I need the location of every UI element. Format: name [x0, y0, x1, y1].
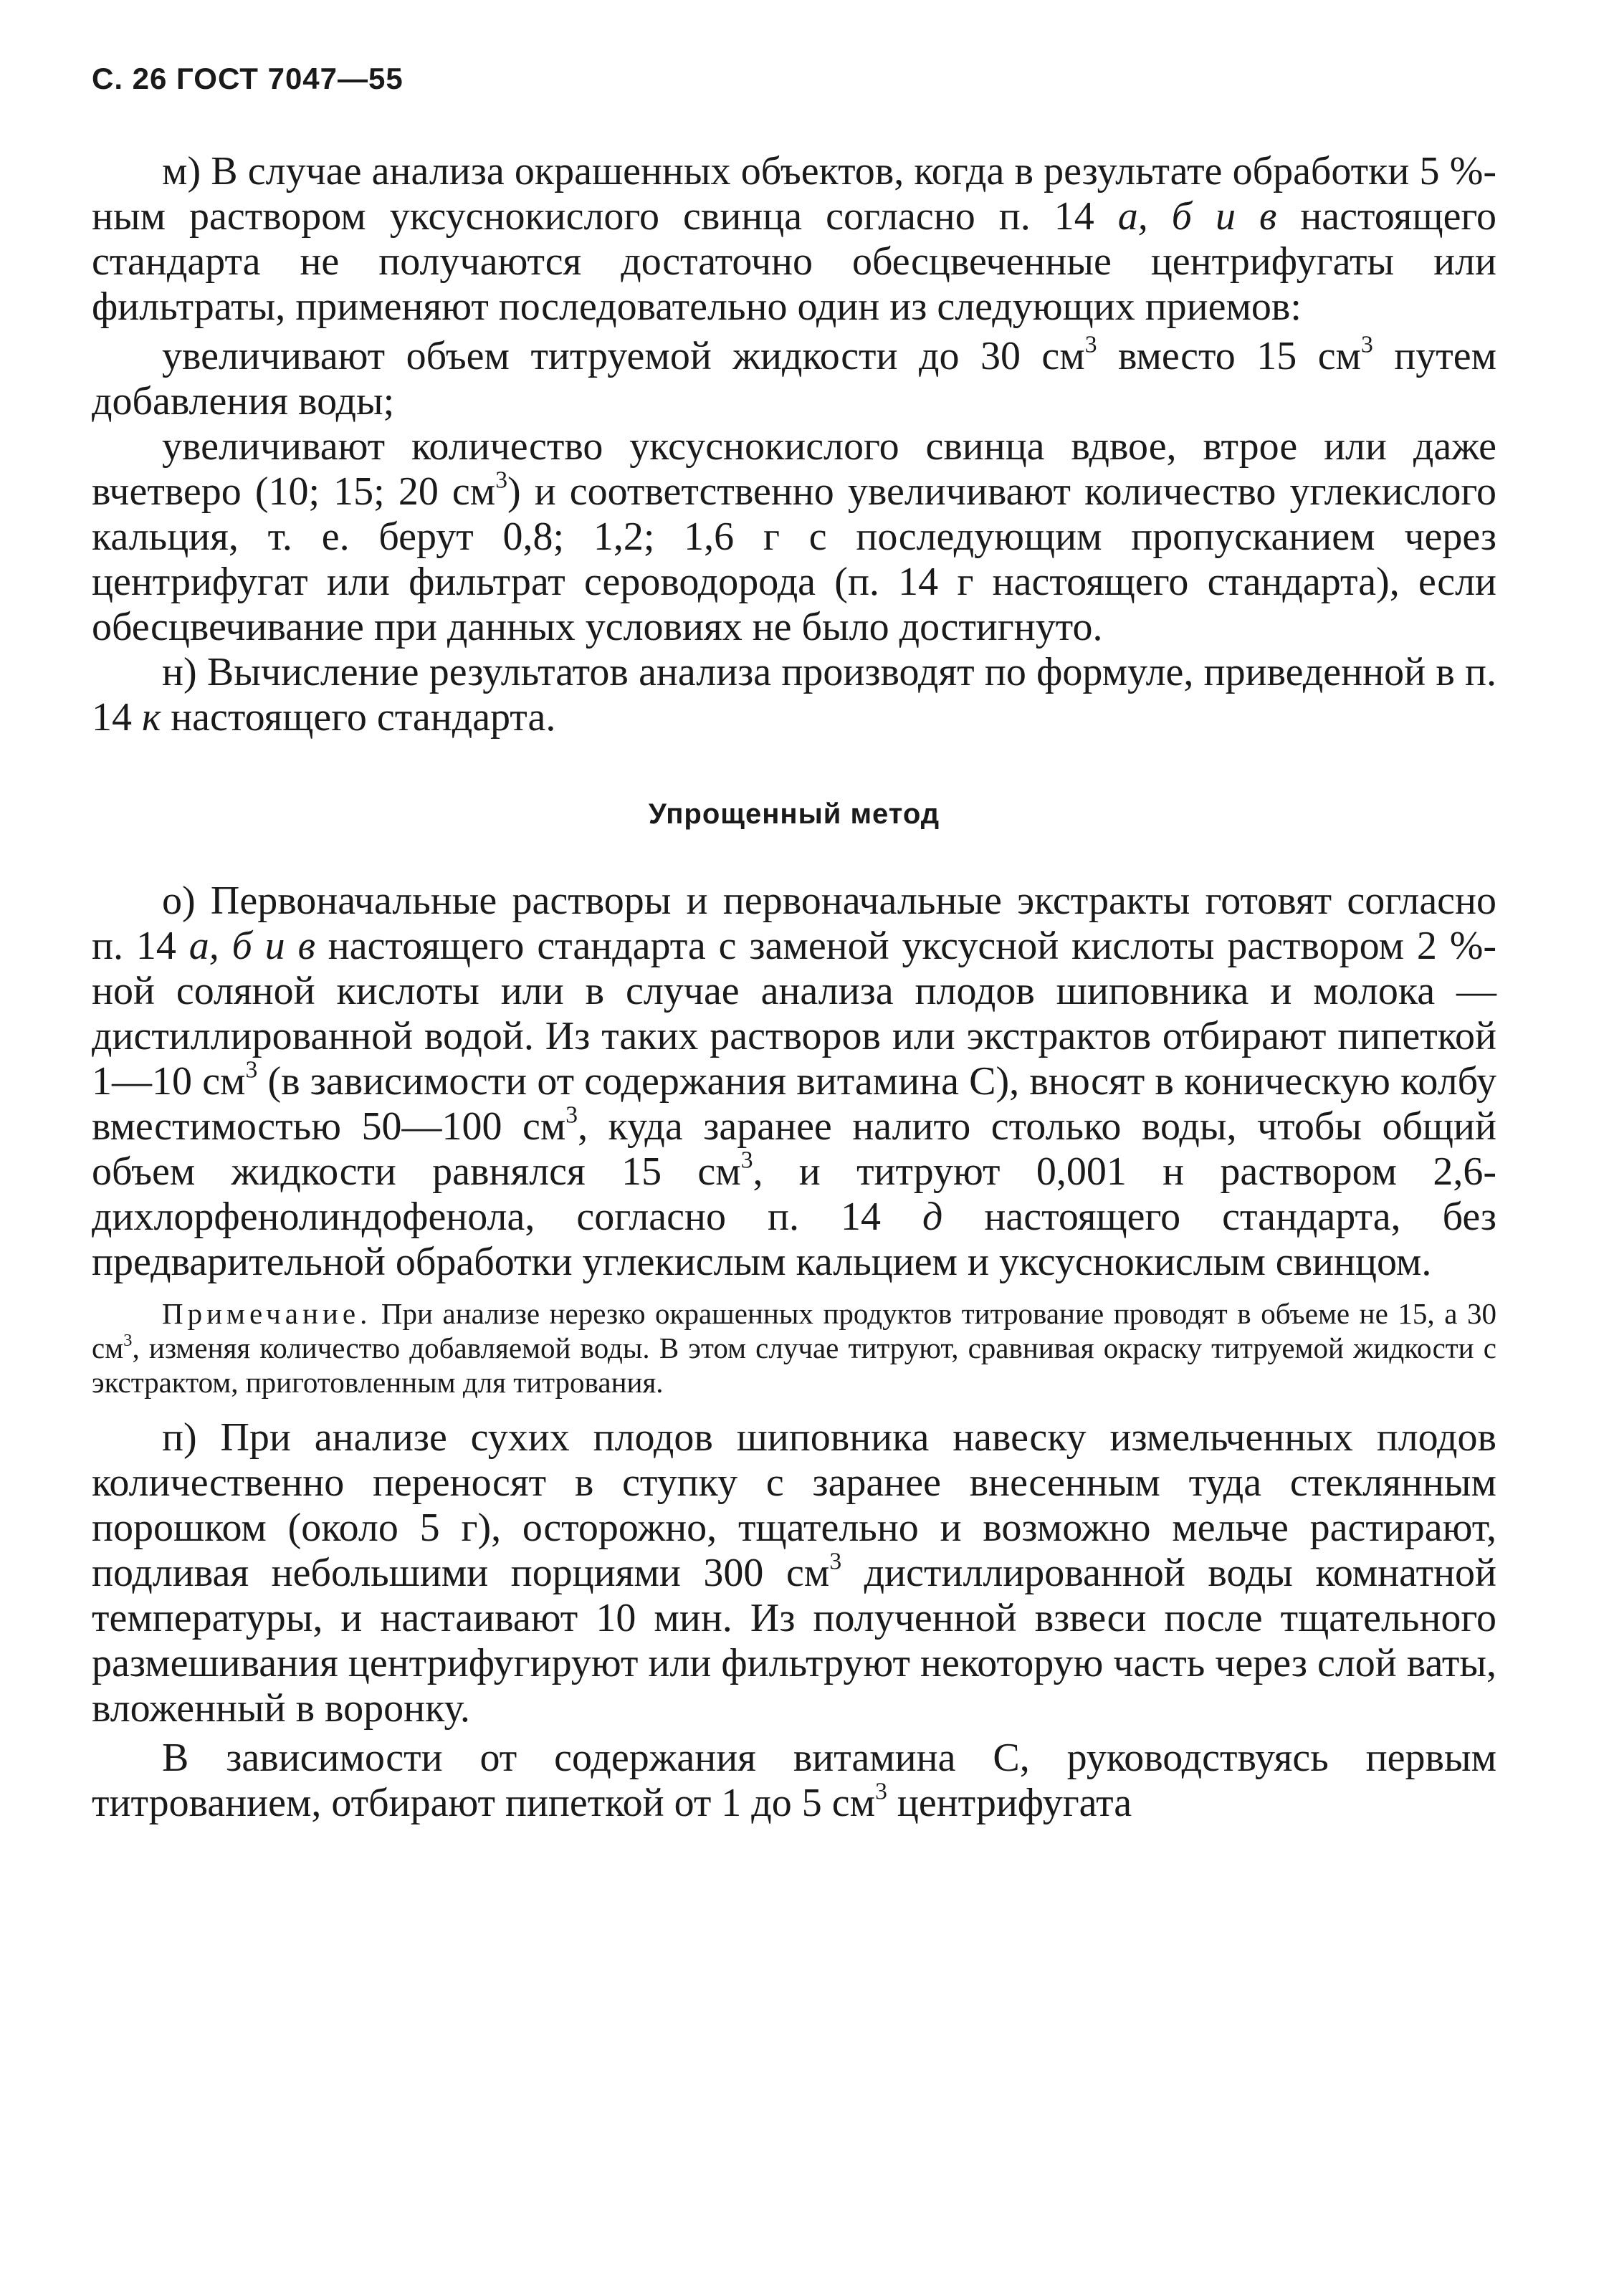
paragraph-p	[92, 1415, 1496, 1731]
superscript: 3	[1361, 331, 1373, 358]
text-a: н) Вычисление результатов анализа производят по формуле, приведенной в п. 14	[92, 650, 1496, 740]
paragraph-o	[92, 879, 1496, 1285]
superscript: 3	[123, 1330, 133, 1350]
paragraph-n	[92, 650, 1496, 740]
text-b: вместо 15 см	[1097, 334, 1361, 378]
superscript: 3	[1084, 331, 1097, 358]
text-b: дистиллированной воды комнатной температуры, и настаивают 10 мин. Из полученной взвеси после тщательного размешивания центрифугируют или фильтруют некоторую часть через слой ваты, вложенный в воронку.	[92, 1551, 1497, 1731]
superscript: 3	[565, 1101, 578, 1129]
document-body	[92, 149, 1496, 1830]
superscript: 3	[875, 1778, 887, 1805]
text-a: п) При анализе сухих плодов шиповника навеску измельченных плодов количественно переносят в ступку с заранее внесенным туда стеклянным порошком (около 5 г), осторожно, тщательно и возможно мельче растирают, подливая небольшими порциями 300 см	[92, 1415, 1496, 1595]
text-a: о) Первоначальные растворы и первоначальные экстракты готовят согласно п. 14	[92, 879, 1496, 968]
paragraph-m-method-2	[92, 424, 1496, 650]
paragraph-o-refs: а, б и в	[188, 924, 315, 968]
page-header: С. 26 ГОСТ 7047—55	[92, 62, 404, 95]
note	[92, 1296, 1496, 1400]
text-d: , куда заранее налито столько воды, чтобы общий объем жидкости равнялся 15 см	[92, 1104, 1496, 1194]
text-c: путем добавления воды;	[92, 334, 1497, 424]
note-text-a: При анализе нерезко окрашенных продуктов титрование проводят в объеме не 15, а 30 см	[92, 1297, 1496, 1364]
note-text-b: , изменяя количество добавляемой воды. В этом случае титруют, сравнивая окраску титруемой жидкости с экстрактом, приготовленным для титрования.	[92, 1331, 1496, 1399]
text-b: ) и соответственно увеличивают количество углекислого кальция, т. е. берут 0,8; 1,2; 1,6 г с последующим пропусканием через центрифугат или фильтрат сероводорода (п. 14 г настоящего стандарта), если обесцвечивание при данных условиях не было достигнуто.	[92, 469, 1496, 649]
text-f: настоящего стандарта, без предварительной обработки углекислым кальцием и уксуснокислым свинцом.	[92, 1195, 1497, 1284]
text-b: настоящего стандарта с заменой уксусной кислоты раствором 2 %-ной соляной кислоты или в случае анализа плодов шиповника и молока — дистиллированной водой. Из таких растворов или экстрактов отбирают пипеткой 1—10 см	[92, 924, 1497, 1104]
paragraph-m-refs: а, б и в	[1117, 194, 1277, 239]
text-a: увеличивают количество уксуснокислого свинца вдвое, втрое или даже вчетверо (10; 15; 20 см	[92, 424, 1496, 514]
reference-letter: к	[142, 695, 161, 740]
superscript: 3	[829, 1548, 842, 1575]
paragraph-last	[92, 1736, 1496, 1826]
text-e: , и титруют 0,001 н раствором 2,6-дихлорфенолиндофенола, согласно п. 14	[92, 1149, 1496, 1239]
reference-letter: д	[922, 1195, 943, 1239]
text-a: В зависимости от содержания витамина С, руководствуясь первым титрованием, отбирают пипеткой от 1 до 5 см	[92, 1736, 1496, 1825]
paragraph-m-intro: м) В случае анализа окрашенных объектов, когда в результате обработки 5 %-ным раствором уксуснокислого свинца согласно п. 14	[92, 149, 1496, 239]
text-c: (в зависимости от содержания витамина С), вносят в коническую колбу вместимостью 50—100 см	[92, 1059, 1497, 1149]
text-a: увеличивают объем титруемой жидкости до 30 см	[162, 334, 1085, 378]
paragraph-m-method-1	[92, 331, 1497, 424]
paragraph-m-rest: настоящего стандарта не получаются достаточно обесцвеченные центрифугаты или фильтраты, применяют последовательно один из следующих приемов:	[92, 194, 1496, 329]
text-b: центрифугата	[887, 1781, 1132, 1825]
note-label: Примечание.	[162, 1297, 372, 1330]
superscript: 3	[245, 1056, 258, 1084]
section-title: Упрощенный метод	[648, 798, 940, 830]
superscript: 3	[495, 467, 507, 494]
superscript: 3	[740, 1147, 753, 1174]
paragraph-m	[92, 149, 1496, 330]
text-b: настоящего стандарта.	[161, 695, 556, 740]
